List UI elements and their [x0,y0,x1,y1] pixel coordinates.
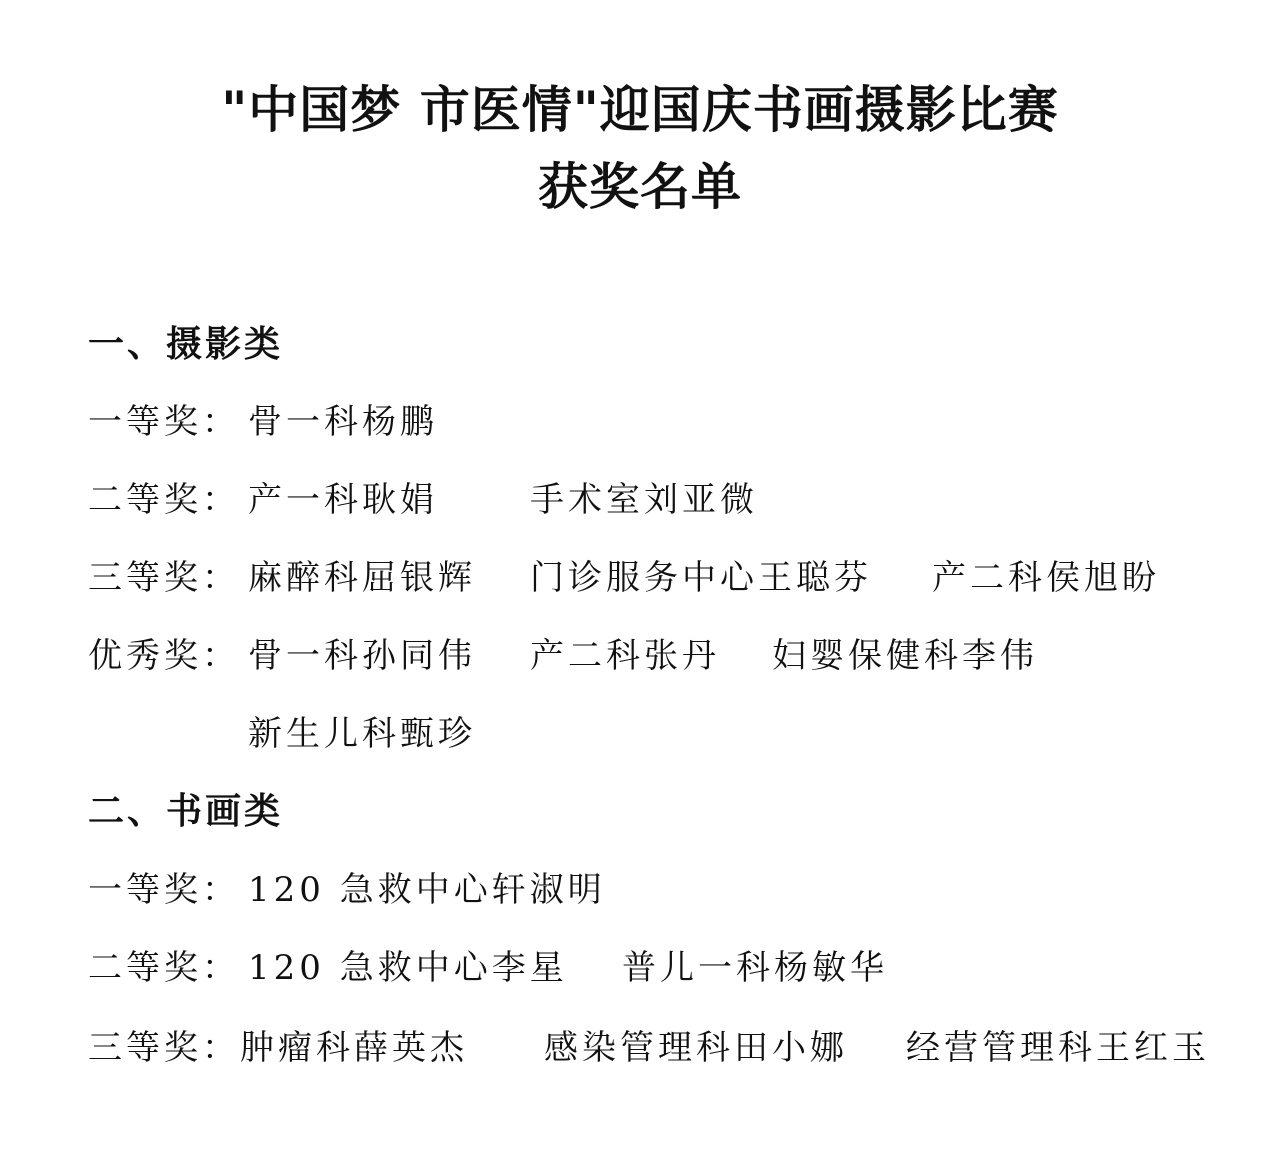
winner-name: 产一科耿娟 [248,480,438,520]
winner-name: 肿瘤科薛英杰 [240,1028,468,1068]
winner-name: 120 急救中心李星 [248,948,568,988]
winner-name: 感染管理科田小娜 [544,1028,848,1068]
award-label: 优秀奖： [88,636,240,676]
winner-name: 普儿一科杨敏华 [622,948,888,988]
award-label: 一等奖： [88,870,240,910]
winner-name: 骨一科杨鹏 [248,402,438,442]
award-label: 三等奖： [88,1028,240,1068]
award-label: 三等奖： [88,558,240,598]
winner-name: 经营管理科王红玉 [906,1028,1210,1068]
award-label: 二等奖： [88,480,240,520]
award-label: 二等奖： [88,948,240,988]
winner-name: 骨一科孙同伟 [248,636,476,676]
section-heading-calligraphy: 二、书画类 [88,791,284,832]
winner-name: 新生儿科甄珍 [248,714,476,754]
document-title-line-2: 获奖名单 [538,158,742,216]
winner-name: 妇婴保健科李伟 [772,636,1038,676]
winner-name: 产二科张丹 [530,636,720,676]
document-title-line-1: "中国梦 市医情"迎国庆书画摄影比赛 [221,81,1059,139]
winner-name: 120 急救中心轩淑明 [248,870,606,910]
winner-name: 产二科侯旭盼 [932,558,1160,598]
section-heading-photography: 一、摄影类 [88,324,284,365]
winner-name: 门诊服务中心王聪芬 [530,558,872,598]
award-label: 一等奖： [88,402,240,442]
winner-name: 手术室刘亚微 [530,480,758,520]
winner-name: 麻醉科屈银辉 [248,558,476,598]
